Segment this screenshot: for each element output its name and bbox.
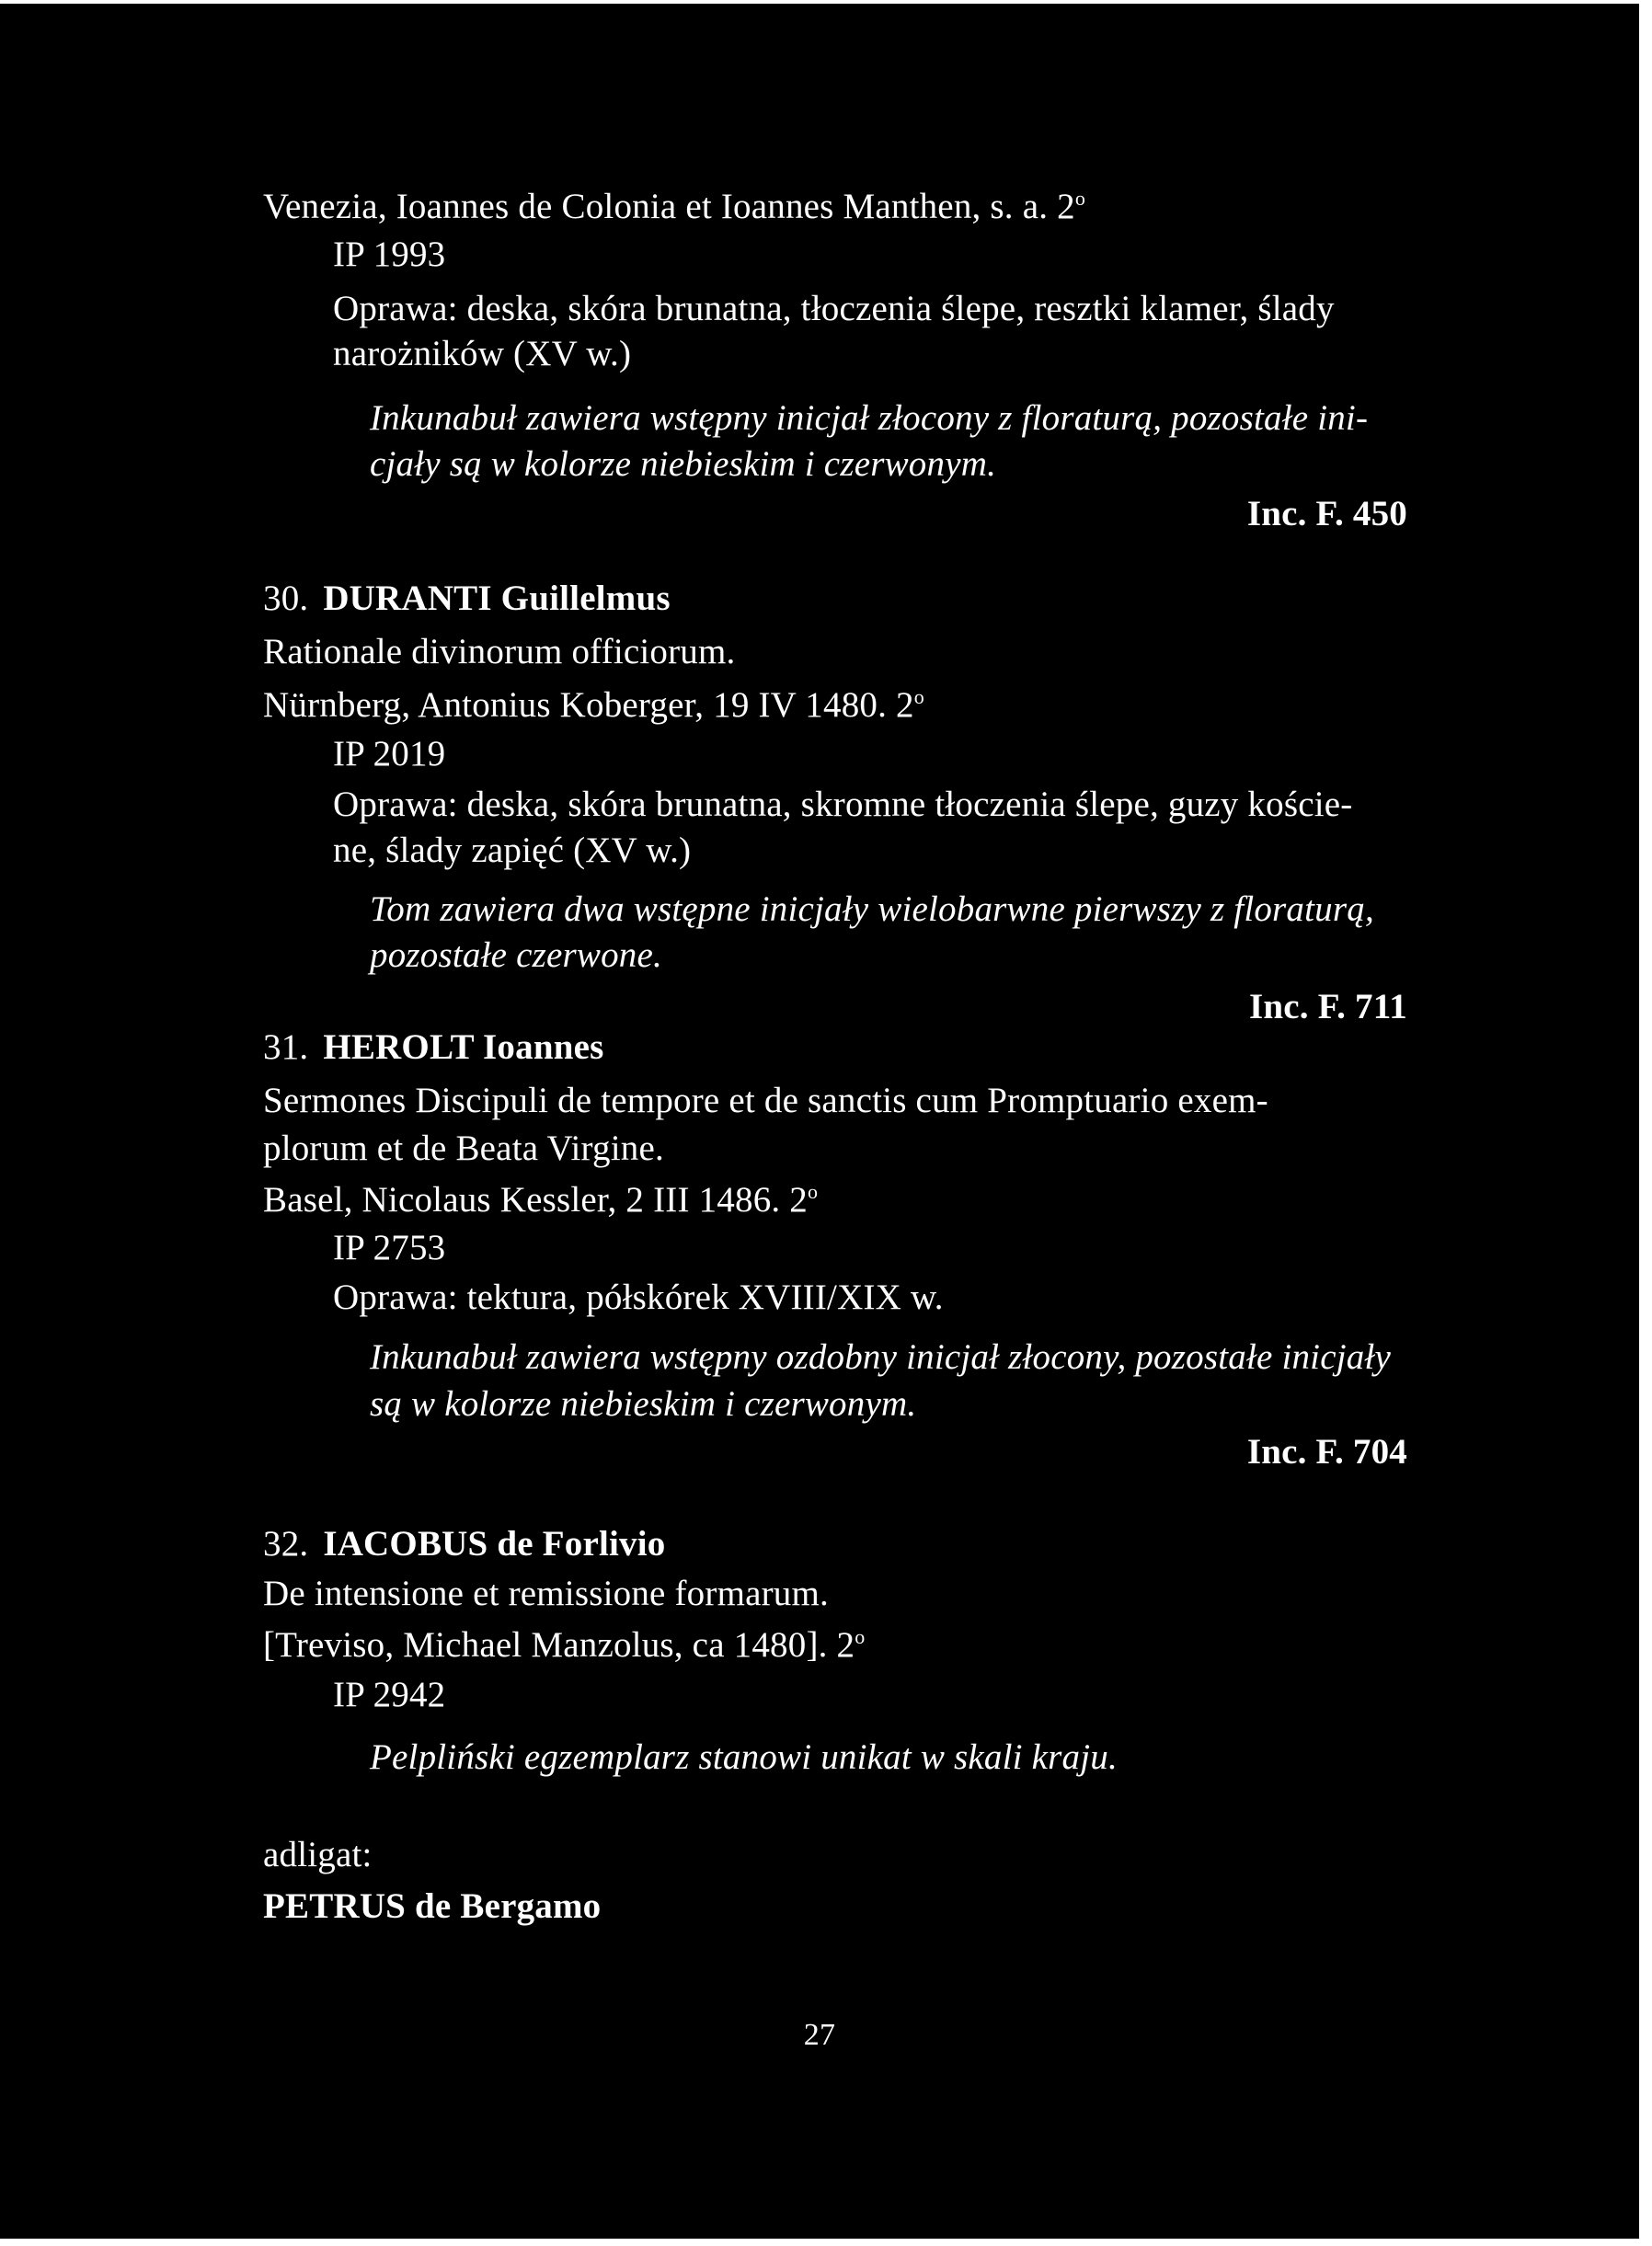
note-31-line1: Inkunabuł zawiera wstępny ozdobny inicjał złocony, pozostałe inicjały (370, 1337, 1392, 1377)
entry-heading-32 (263, 1523, 665, 1564)
catalog-page (0, 4, 1639, 2239)
title-32: De intensione et remissione formarum. (263, 1574, 829, 1613)
imprint-line-31: Basel, Nicolaus Kessler, 2 III 1486. 2$^o$ (263, 1180, 819, 1220)
imprint-line-32: [Treviso, Michael Manzolus, ca 1480]. 2$^o$ (263, 1625, 866, 1665)
title-31-line1: Sermones Discipuli de tempore et de sanctis cum Promptuario exem- (263, 1081, 1268, 1120)
entry-heading-30 (263, 578, 671, 619)
imprint-line-29: Venezia, Ioannes de Colonia et Ioannes Manthen, s. a. 2$^o$ (263, 187, 1086, 226)
note-29-line2: cjały są w kolorze niebieskim i czerwonym. (370, 444, 997, 484)
note-30-line2: pozostałe czerwone. (370, 935, 662, 975)
adligat-label: adligat: (263, 1835, 373, 1874)
adligat-author: PETRUS de Bergamo (263, 1886, 602, 1926)
imprint-line-30: Nürnberg, Antonius Koberger, 19 IV 1480. 2$^o$ (263, 685, 924, 725)
entry-number-32: 32. (263, 1524, 309, 1564)
page-number: 27 (803, 2018, 836, 2052)
binding-30-line1: Oprawa: deska, skóra brunatna, skromne tłoczenia ślepe, guzy koście- (333, 785, 1353, 824)
entry-number-30: 30. (263, 579, 309, 618)
entry-number-31: 31. (263, 1027, 309, 1067)
binding-30-line2: ne, ślady zapięć (XV w.) (333, 831, 692, 870)
ip-number-32: IP 2942 (333, 1675, 446, 1714)
author-31: HEROLT Ioannes (323, 1027, 604, 1067)
ip-number-30: IP 2019 (333, 734, 446, 773)
note-29-line1: Inkunabuł zawiera wstępny inicjał złocony z floraturą, pozostałe ini- (370, 398, 1369, 438)
binding-29-line2: narożników (XV w.) (333, 334, 632, 373)
author-30: DURANTI Guillelmus (323, 579, 671, 618)
ip-number-31: IP 2753 (333, 1228, 446, 1267)
note-31-line2: są w kolorze niebieskim i czerwonym. (370, 1384, 917, 1424)
shelfmark-29: Inc. F. 450 (1246, 494, 1407, 533)
binding-29-line1: Oprawa: deska, skóra brunatna, tłoczenia ślepe, resztki klamer, ślady (333, 289, 1335, 328)
title-30: Rationale divinorum officiorum. (263, 632, 736, 671)
note-32-line1: Pelpliński egzemplarz stanowi unikat w skali kraju. (370, 1737, 1118, 1777)
shelfmark-31: Inc. F. 704 (1246, 1432, 1407, 1472)
shelfmark-30: Inc. F. 711 (1249, 987, 1407, 1026)
ip-number-29: IP 1993 (333, 235, 446, 274)
binding-31-line1: Oprawa: tektura, półskórek XVIII/XIX w. (333, 1278, 944, 1317)
entry-heading-31 (263, 1026, 604, 1068)
author-32: IACOBUS de Forlivio (323, 1524, 666, 1564)
title-31-line2: plorum et de Beata Virgine. (263, 1129, 664, 1168)
note-30-line1: Tom zawiera dwa wstępne inicjały wielobarwne pierwszy z floraturą, (370, 889, 1374, 929)
